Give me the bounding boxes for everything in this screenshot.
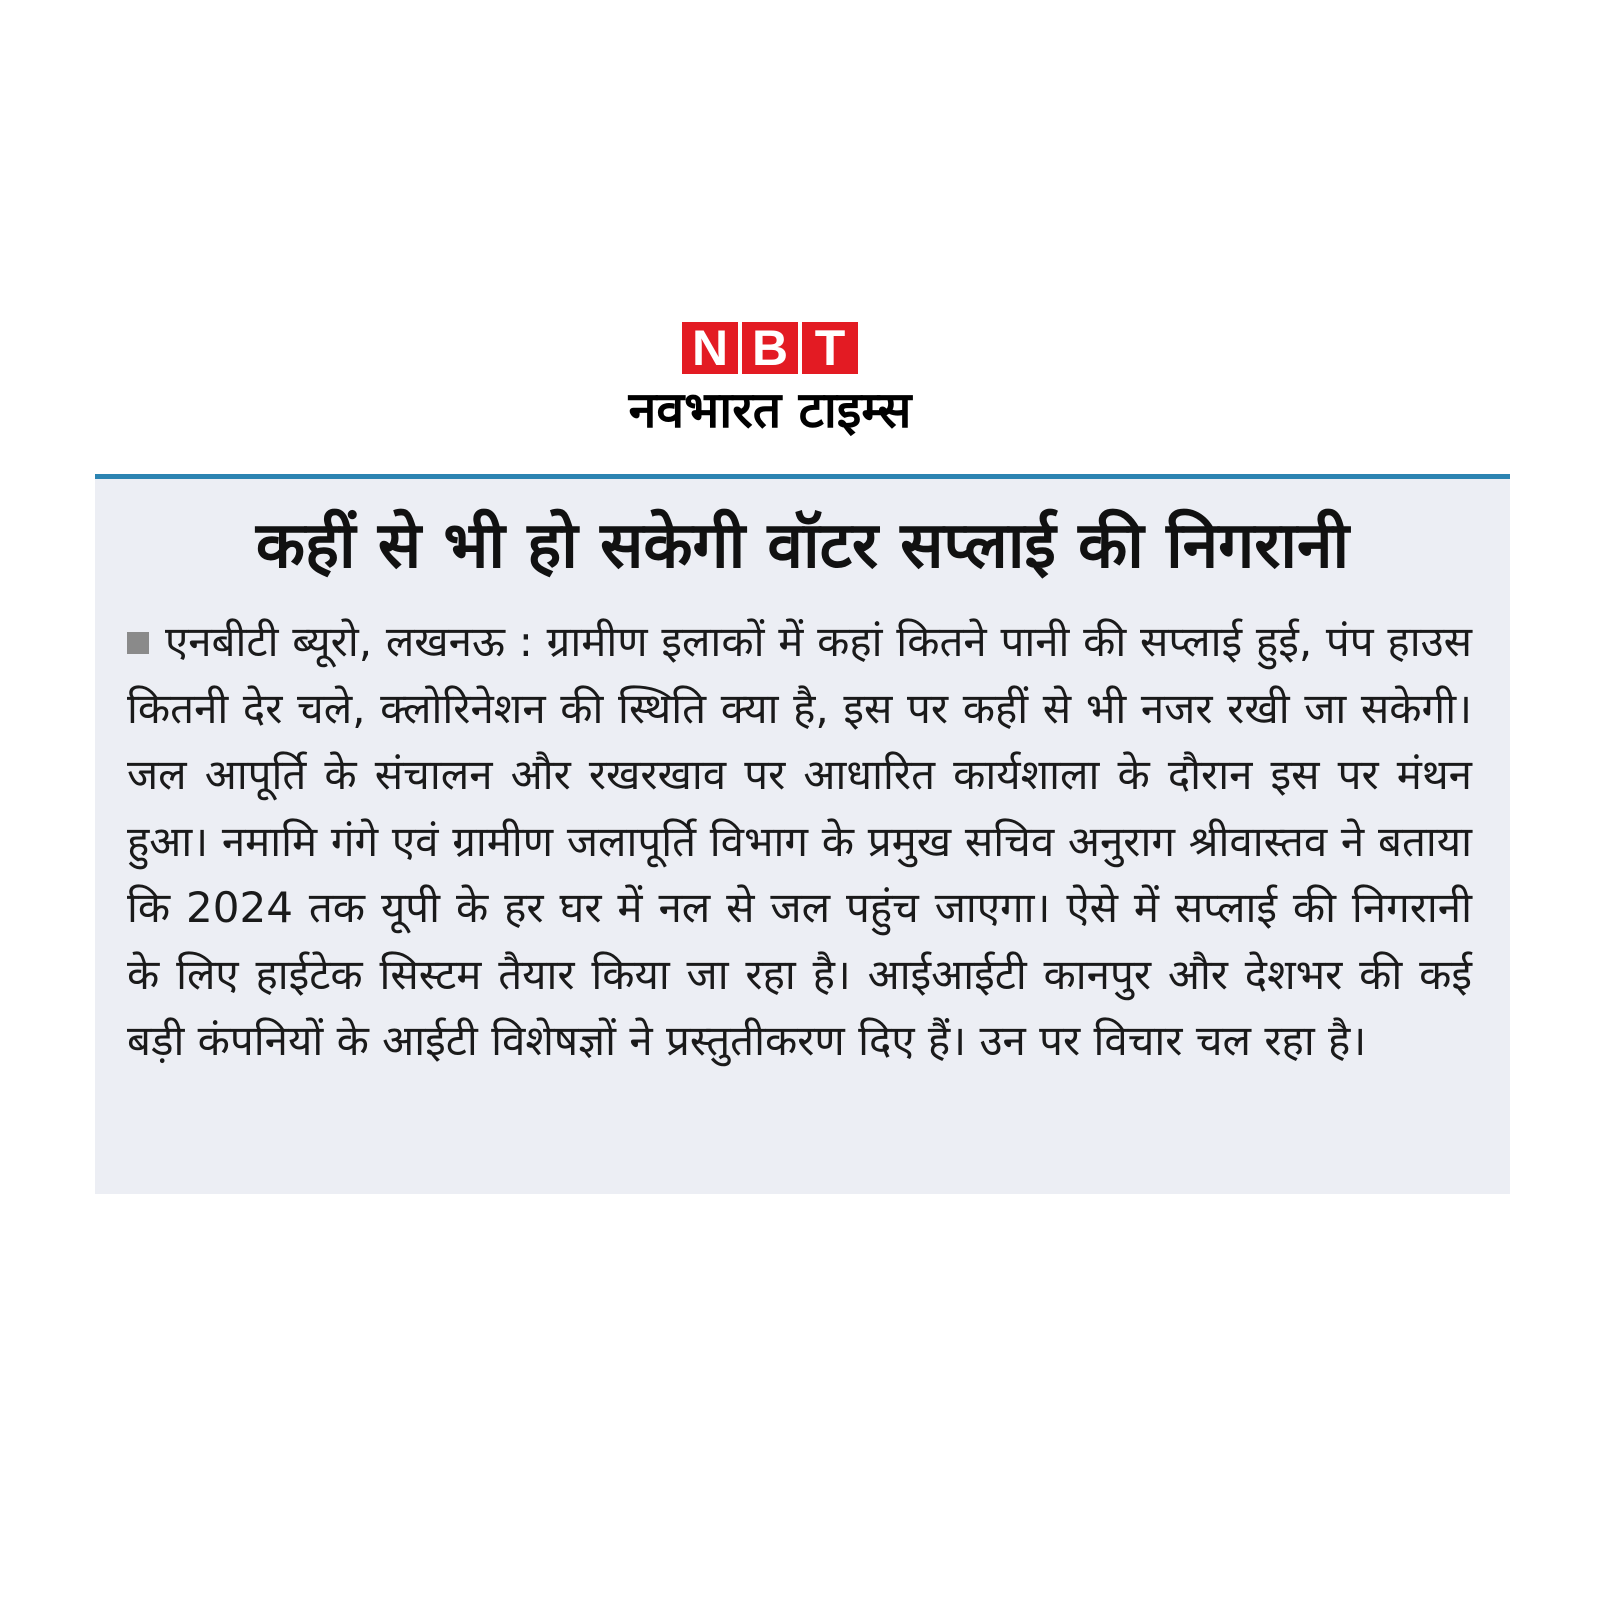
nbt-logo — [682, 322, 858, 374]
newspaper-masthead — [570, 322, 990, 452]
logo-letter-b: B — [742, 322, 798, 374]
logo-letter-n: N — [682, 322, 738, 374]
logo-letter-t: T — [802, 322, 858, 374]
article-dateline: एनबीटी ब्यूरो, लखनऊ : — [165, 617, 533, 666]
newspaper-name: नवभारत टाइम्स — [628, 381, 912, 439]
article-headline: कहीं से भी हो सकेगी वॉटर सप्लाई की निगरानी — [255, 509, 1350, 583]
bullet-square-icon — [127, 632, 149, 654]
article-body-text: ग्रामीण इलाकों में कहां कितने पानी की सप्लाई हुई, पंप हाउस कितनी देर चले, क्लोरिनेशन की स्थिति क्या है, इस पर कहीं से भी नजर रखी जा सकेगी। जल आपूर्ति के संचालन और रखरखाव पर आधारित कार्यशाला के दौरान इस पर मंथन हुआ। नमामि गंगे एवं ग्रामीण जलापूर्ति विभाग के प्रमुख सचिव अनुराग श्रीवास्तव ने बताया कि 2024 तक यूपी के हर घर में नल से जल पहुंच जाएगा। ऐसे में सप्लाई की निगरानी के लिए हाईटेक सिस्टम तैयार किया जा रहा है। आईआईटी कानपुर और देशभर की कई बड़ी कंपनियों के आईटी विशेषज्ञों ने प्रस्तुतीकरण दिए हैं। उन पर विचार चल रहा है। — [127, 617, 1473, 1065]
article-body — [127, 609, 1472, 1075]
news-article — [95, 479, 1510, 1194]
